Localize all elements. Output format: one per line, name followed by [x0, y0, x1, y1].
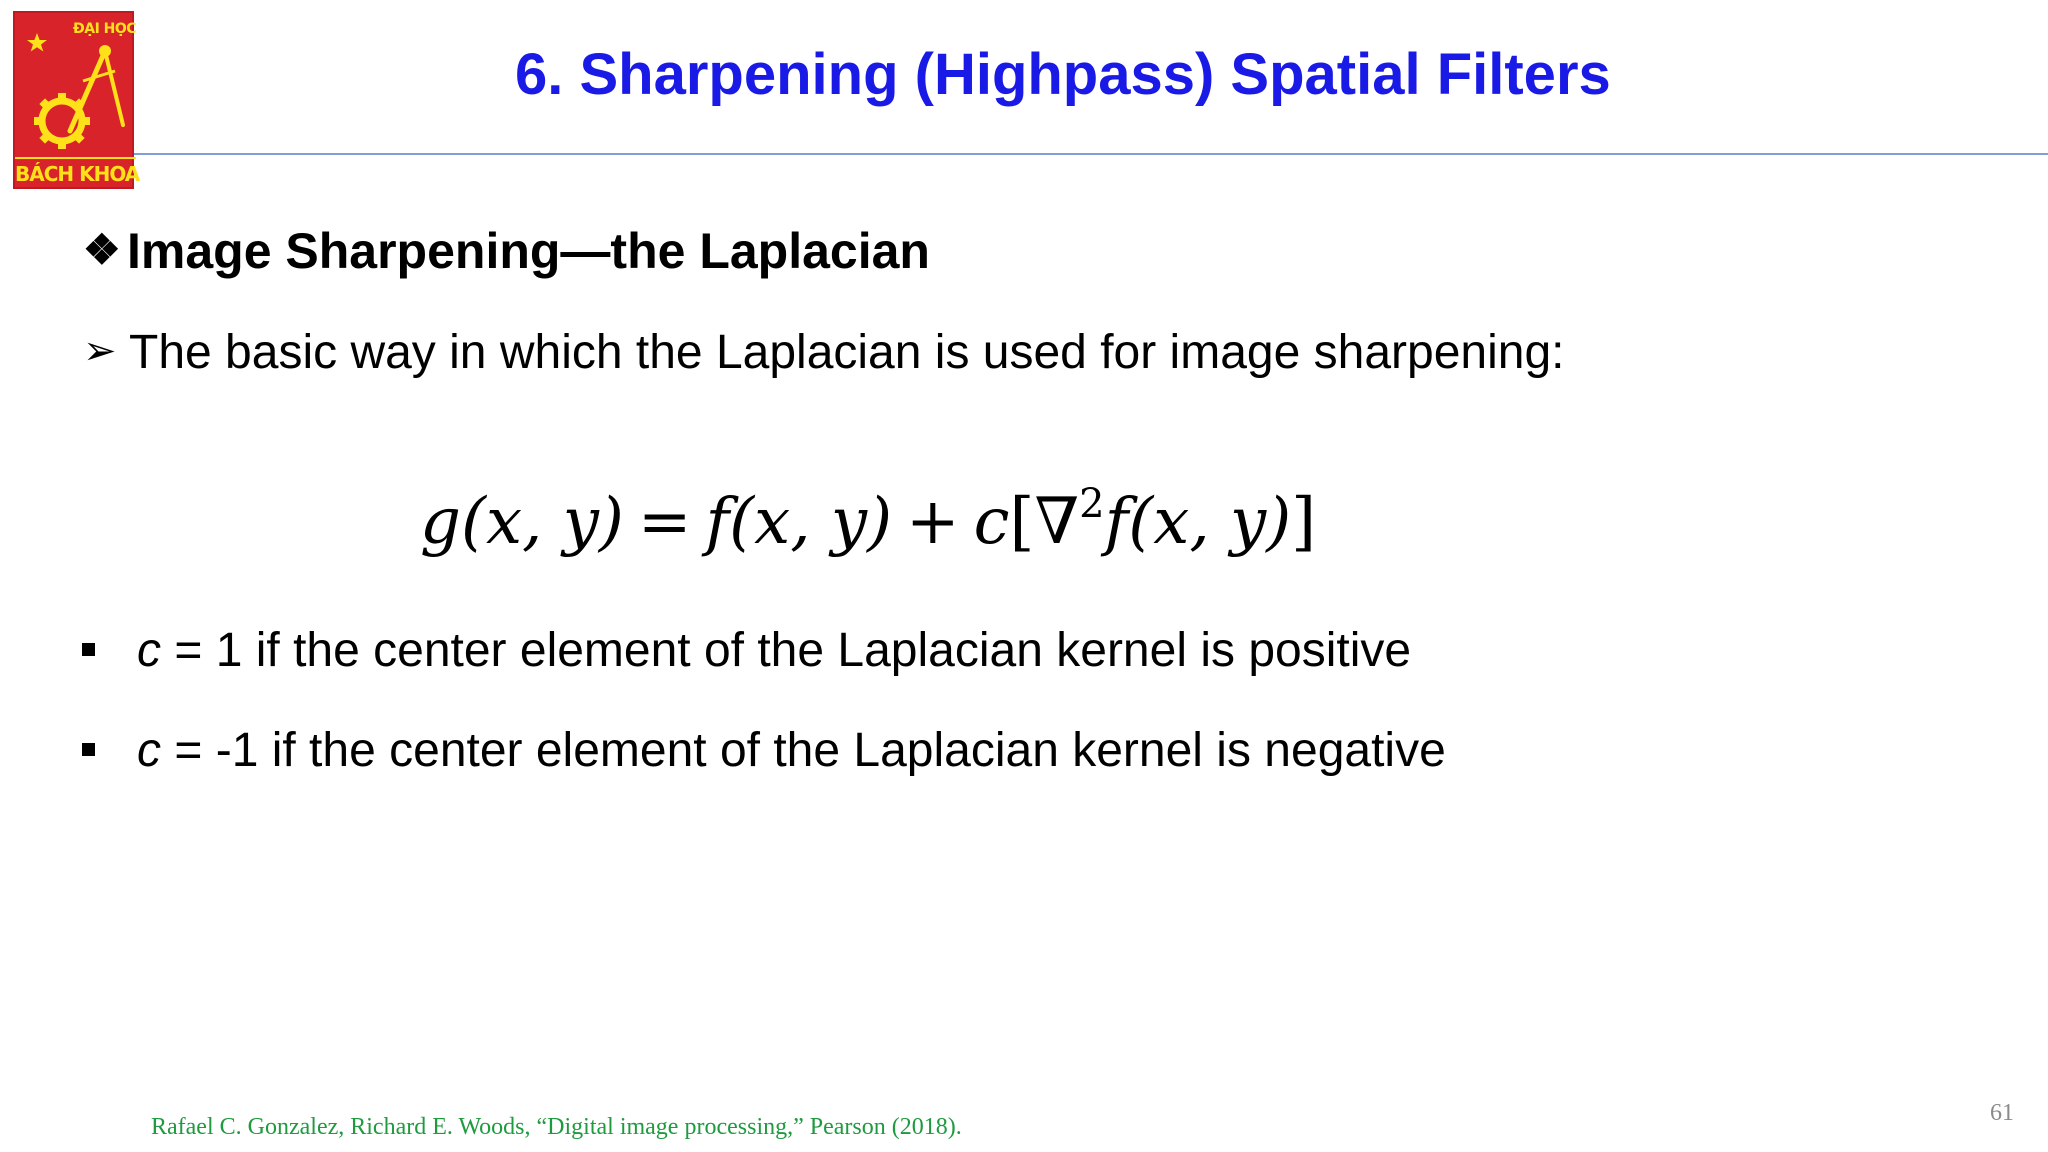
list-item	[82, 621, 1411, 681]
item-text: = 1 if the center element of the Laplacian kernel is positive	[161, 624, 1412, 677]
formula-equals: =	[637, 485, 692, 559]
formula-lhs-func: g	[420, 485, 461, 559]
formula-open-bracket: [	[1009, 485, 1035, 559]
university-logo	[13, 11, 140, 189]
item-text: = -1 if the center element of the Laplacian kernel is negative	[161, 724, 1446, 777]
formula-close-bracket: ]	[1291, 485, 1317, 559]
square-bullet-icon	[82, 643, 95, 656]
diamond-bullet-icon: ❖	[83, 226, 121, 273]
logo-bottom-text: BÁCH KHOA	[15, 162, 140, 186]
formula-inner-args: (x, y)	[1128, 485, 1292, 559]
lead-line	[83, 321, 1564, 383]
formula-power: 2	[1079, 481, 1105, 527]
formula-coef: c	[973, 485, 1010, 559]
slide-title: 6. Sharpening (Highpass) Spatial Filters	[515, 42, 1611, 107]
formula-plus: +	[906, 485, 960, 559]
section-heading-text: Image Sharpening—the Laplacian	[127, 223, 930, 279]
section-heading	[83, 220, 930, 281]
sharpening-formula	[420, 462, 1316, 564]
formula-rhs-args: (x, y)	[729, 485, 893, 559]
formula-lhs-args: (x, y)	[460, 485, 624, 559]
page-number: 61	[1990, 1100, 2014, 1126]
formula-nabla: ∇	[1034, 485, 1080, 559]
logo-top-text: ĐẠI HỌC	[73, 21, 137, 37]
item-variable: c	[137, 724, 161, 777]
lead-text: The basic way in which the Laplacian is used for image sharpening:	[129, 326, 1565, 379]
header-divider	[134, 153, 2048, 155]
citation: Rafael C. Gonzalez, Richard E. Woods, “Digital image processing,” Pearson (2018).	[151, 1114, 962, 1140]
square-bullet-icon	[82, 743, 95, 756]
arrow-bullet-icon: ➢	[83, 329, 117, 373]
star-icon	[27, 33, 47, 52]
formula-rhs-func: f	[705, 485, 730, 559]
formula-inner-func: f	[1104, 485, 1129, 559]
item-variable: c	[137, 624, 161, 677]
list-item	[82, 721, 1446, 781]
